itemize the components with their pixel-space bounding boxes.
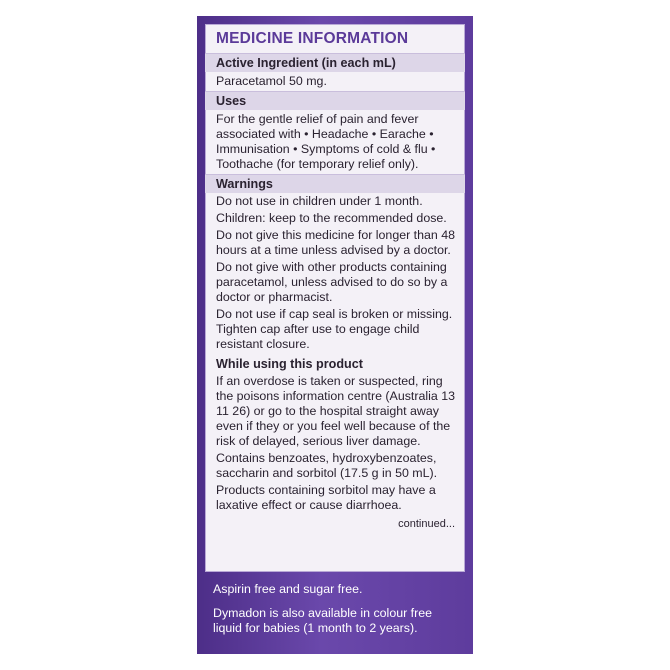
section-heading-uses: Uses <box>205 91 465 110</box>
warning-item: Do not use if cap seal is broken or missing. Tighten cap after use to engage child resistant closure. <box>216 307 453 351</box>
while-using-item: Products containing sorbitol may have a laxative effect or cause diarrhoea. <box>216 483 436 512</box>
footer-line-aspirin-free: Aspirin free and sugar free. <box>213 582 363 596</box>
medicine-info-box <box>197 16 473 654</box>
continued-note: continued... <box>398 518 455 530</box>
warning-item: Do not give this medicine for longer than 48 hours at a time unless advised by a doctor. <box>216 228 456 257</box>
warning-item: Do not give with other products containing paracetamol, unless advised to do so by a doctor or pharmacist. <box>216 260 448 304</box>
section-heading-warnings: Warnings <box>205 174 465 193</box>
active-ingredient-text: Paracetamol 50 mg. <box>216 74 327 88</box>
while-using-item: Contains benzoates, hydroxybenzoates, saccharin and sorbitol (17.5 g in 50 mL). <box>216 451 438 480</box>
section-heading-while-using: While using this product <box>216 357 363 371</box>
panel-title: MEDICINE INFORMATION <box>216 30 409 47</box>
warning-item: Children: keep to the recommended dose. <box>216 211 447 225</box>
footer-notes <box>213 582 463 636</box>
warning-item: Do not use in children under 1 month. <box>216 194 423 208</box>
section-heading-active-ingredient: Active Ingredient (in each mL) <box>205 53 465 72</box>
footer-line-availability: Dymadon is also available in colour free liquid for babies (1 month to 2 years). <box>213 606 433 635</box>
uses-text: For the gentle relief of pain and fever associated with • Headache • Earache • Immunisation • Symptoms of cold & flu • Toothache (for temporary relief only). <box>216 112 436 171</box>
while-using-item: If an overdose is taken or suspected, ring the poisons information centre (Australia 13 11 26) or go to the hospital straight away even if they or you feel well because of the risk of delayed, serious liver damage. <box>216 374 455 448</box>
info-panel <box>205 24 465 572</box>
